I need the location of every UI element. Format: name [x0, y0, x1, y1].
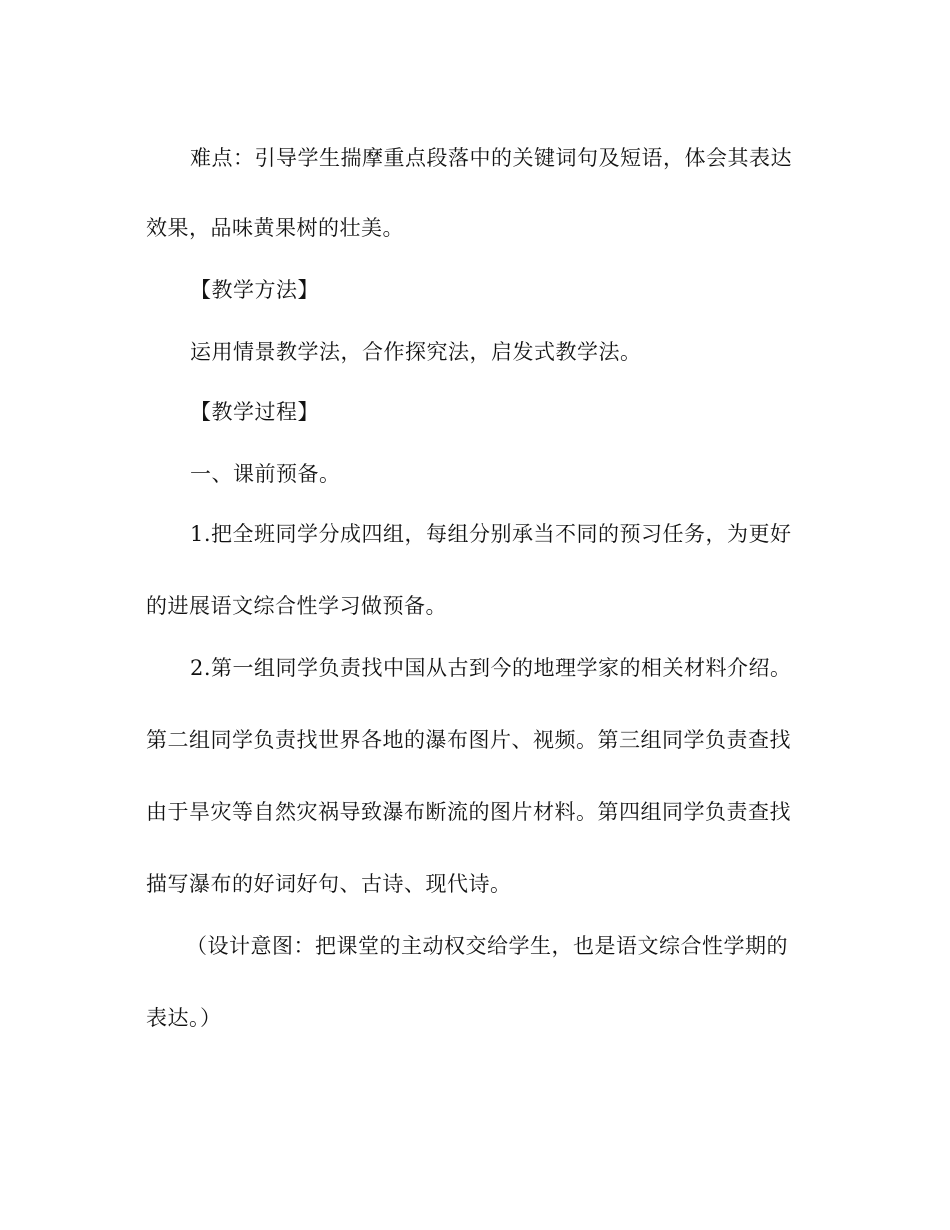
- paragraph-teaching-method: 运用情景教学法，合作探究法，启发式教学法。: [190, 340, 642, 364]
- design-intent-line-2: 表达。）: [146, 1006, 222, 1030]
- item-2-line-2: 第二组同学负责找世界各地的瀑布图片、视频。第三组同学负责查找: [146, 728, 791, 752]
- paragraph-difficulty-line-2: 效果，品味黄果树的壮美。: [146, 216, 404, 240]
- item-2-line-1: 2.第一组同学负责找中国从古到今的地理学家的相关材料介绍。: [190, 656, 792, 680]
- heading-teaching-process: 【教学过程】: [190, 400, 319, 424]
- heading-teaching-method: 【教学方法】: [190, 278, 319, 302]
- item-1-line-2: 的进展语文综合性学习做预备。: [146, 594, 447, 618]
- section-pre-class-preparation: 一、课前预备。: [190, 462, 341, 486]
- item-2-line-4: 描写瀑布的好词好句、古诗、现代诗。: [146, 872, 512, 896]
- design-intent-line-1: （设计意图：把课堂的主动权交给学生，也是语文综合性学期的: [186, 934, 788, 958]
- item-2-line-3: 由于旱灾等自然灾祸导致瀑布断流的图片材料。第四组同学负责查找: [146, 800, 791, 824]
- item-1-line-1: 1.把全班同学分成四组，每组分别承当不同的预习任务，为更好: [190, 522, 792, 546]
- paragraph-difficulty-line-1: 难点：引导学生揣摩重点段落中的关键词句及短语，体会其表达: [190, 146, 792, 170]
